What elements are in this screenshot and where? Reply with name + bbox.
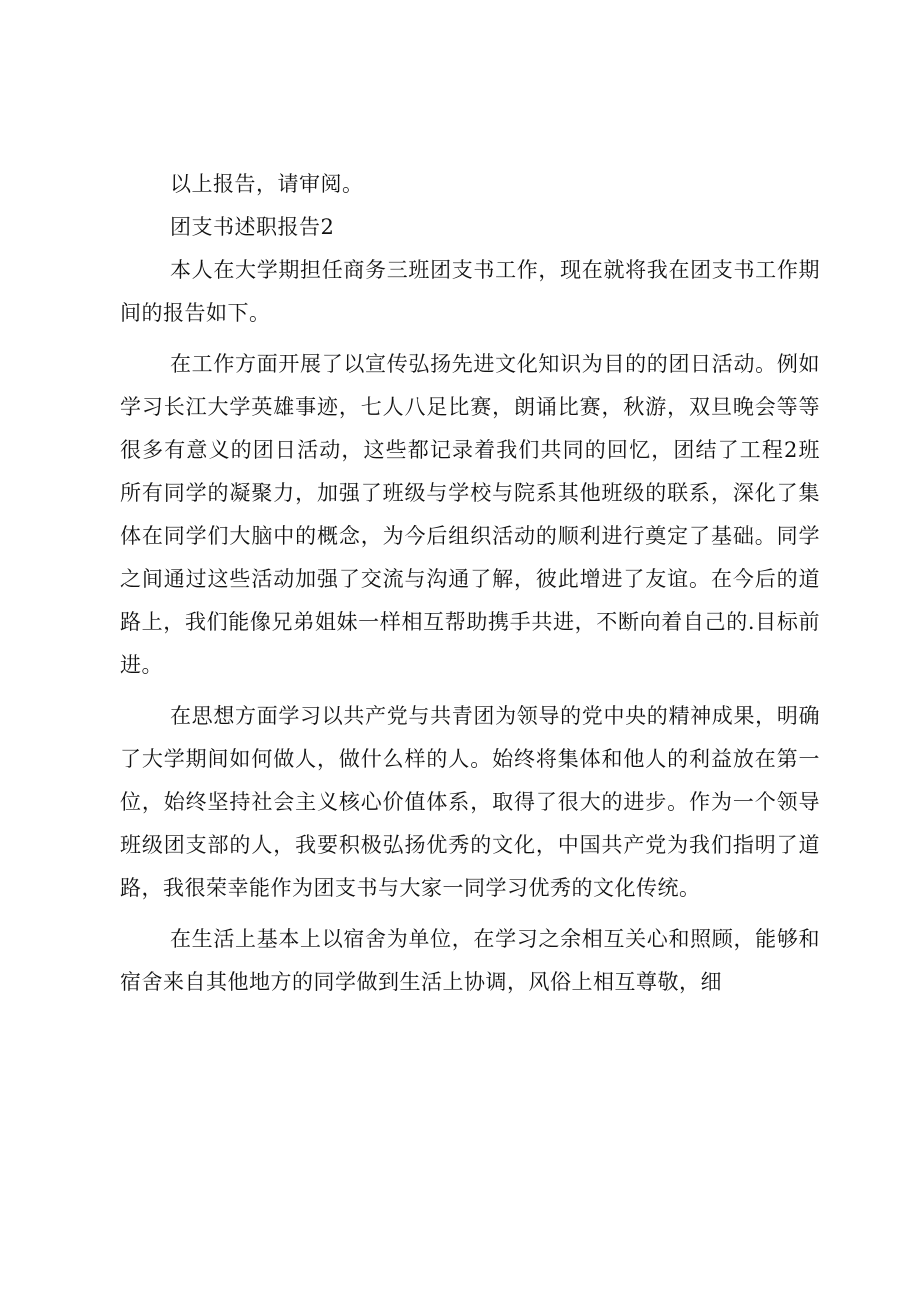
paragraph-life: 在生活上基本上以宿舍为单位，在学习之余相互关心和照顾，能够和宿舍来自其他地方的同学做到生活上协调，风俗上相互尊敬，细: [120, 927, 820, 994]
document-body: [120, 163, 820, 1012]
paragraph-intro: 本人在大学期担任商务三班团支书工作，现在就将我在团支书工作期间的报告如下。: [120, 258, 820, 325]
paragraph-thought: 在思想方面学习以共产党与共青团为领导的党中央的精神成果，明确了大学期间如何做人，做什么样的人。始终将集体和他人的利益放在第一位，始终坚持社会主义核心价值体系，取得了很大的进步。作为一个领导班级团支部的人，我要积极弘扬优秀的文化，中国共产党为我们指明了道路，我很荣幸能作为团支书与大家一同学习优秀的文化传统。: [120, 704, 820, 900]
section-title: 团支书述职报告2: [170, 215, 335, 239]
paragraph-work: 在工作方面开展了以宣传弘扬先进文化知识为目的的团日活动。例如学习长江大学英雄事迹，七人八足比赛，朗诵比赛，秋游，双旦晚会等等很多有意义的团日活动，这些都记录着我们共同的回忆，团结了工程2班所有同学的凝聚力，加强了班级与学校与院系其他班级的联系，深化了集体在同学们大脑中的概念，为今后组织活动的顺利进行奠定了基础。同学之间通过这些活动加强了交流与沟通了解，彼此增进了友谊。在今后的道路上，我们能像兄弟姐妹一样相互帮助携手共进，不断向着自己的.目标前进。: [120, 352, 820, 677]
closing-line: 以上报告，请审阅。: [170, 172, 364, 196]
